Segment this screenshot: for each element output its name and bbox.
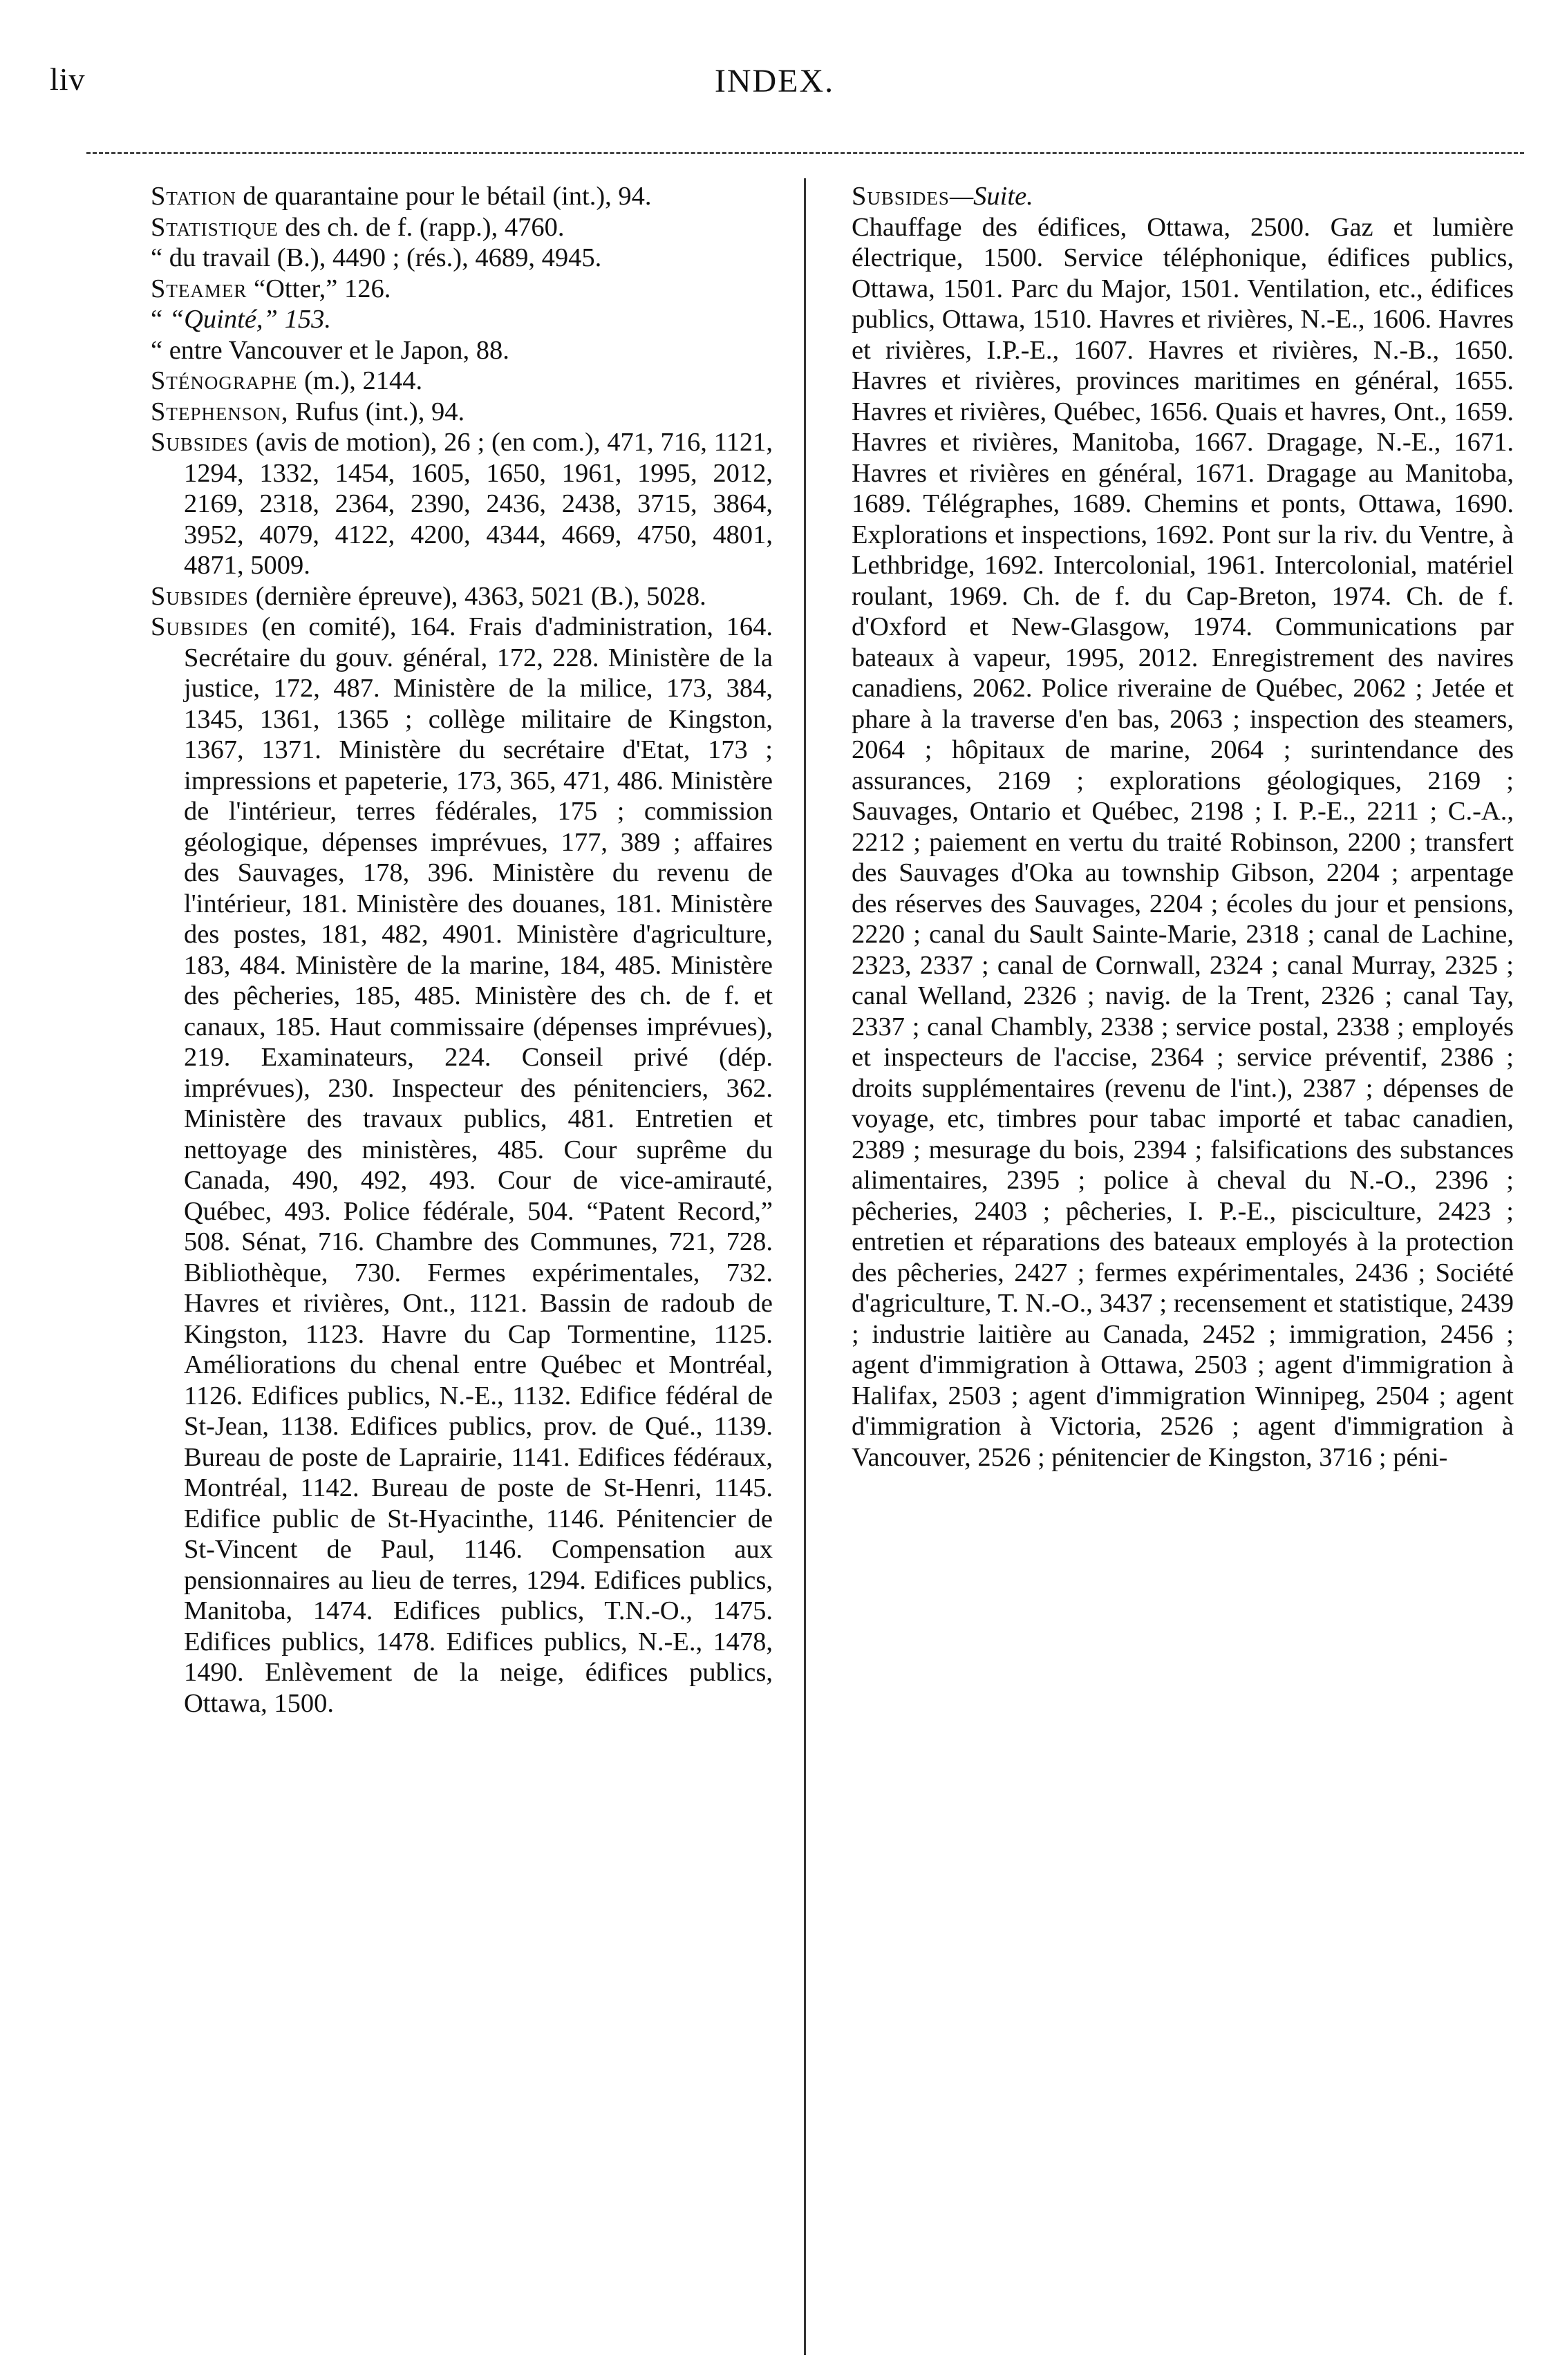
entry-heading: Steamer — [151, 274, 247, 303]
column-divider — [804, 178, 806, 2355]
ditto-mark: “ — [151, 335, 163, 365]
entry-heading: Sténographe — [151, 366, 298, 395]
entry-text: (m.), 2144. — [297, 366, 423, 395]
entry-heading: Statistique — [151, 212, 279, 242]
entry-text: Chauffage des édifices, Ottawa, 2500. Gaz et lumière électrique, 1500. Service téléphonique, édifices publics, Ottawa, 1501. Parc du Major, 1501. Ventilation, etc., édifices publics, Ottawa, 1510. Havres et rivières, N.-E., 1606. Havres et rivières, I.P.-E., 1607. Havres et rivières, N.-B., 1650. Havres et rivières, provinces maritimes en général, 1655. Havres et rivières, Québec, 1656. Quais et havres, Ont., 1659. Havres et rivières, Manitoba, 1667. Dragage, N.-E., 1671. Havres et rivières en général, 1671. Dragage au Manitoba, 1689. Télégraphes, 1689. Chemins et ponts, Ottawa, 1690. Explorations et inspections, 1692. Pont sur la riv. du Ventre, à Lethbridge, 1692. Intercolonial, 1961. Intercolonial, matériel roulant, 1969. Ch. de f. du Cap-Breton, 1974. Ch. de f. d'Oxford et New-Glasgow, 1974. Communications par bateaux à vapeur, 1995, 2012. Enregistrement des navires canadiens, 2062. Police riveraine de Québec, 2062 ; Jetée et phare à la traverse d'en bas, 2063 ; inspection des steamers, 2064 ; hôpitaux de marine, 2064 ; surintendance des assurances, 2169 ; explorations géologiques, 2169 ; Sauvages, Ontario et Québec, 2198 ; I. P.-E., 2211 ; C.-A., 2212 ; paiement en vertu du traité Robinson, 2200 ; transfert des Sauvages d'Oka au township Gibson, 2204 ; arpentage des réserves des Sauvages, 2204 ; écoles du jour et pensions, 2220 ; canal du Sault Sainte-Marie, 2318 ; canal de Lachine, 2323, 2337 ; canal de Cornwall, 2324 ; canal Murray, 2325 ; canal Welland, 2326 ; navig. de la Trent, 2326 ; canal Tay, 2337 ; canal Chambly, 2338 ; service postal, 2338 ; employés et inspecteurs de l'accise, 2364 ; service préventif, 2386 ; droits supplémentaires (revenu de l'int.), 2387 ; dépenses de voyage, etc, timbres pour tabac importé et tabac canadien, 2389 ; mesurage du bois, 2394 ; falsifications des substances alimentaires, 2395 ; police à cheval du N.-O., 2396 ; pêcheries, 2403 ; pêcheries, I. P.-E., pisciculture, 2423 ; entretien et réparations des bateaux employés à la protection des pêcheries, 2427 ; fermes expérimentales, 2436 ; Société d'agriculture, T. N.-O., 3437 ; recensement et statistique, 2439 ; industrie laitière au Canada, 2452 ; immigration, 2456 ; agent d'immigration à Ottawa, 2503 ; agent d'immigration à Halifax, 2503 ; agent d'immigration Winnipeg, 2504 ; agent d'immigration à Victoria, 2526 ; agent d'immigration à Vancouver, 2526 ; pénitencier de Kingston, 3716 ; péni- — [852, 212, 1514, 1472]
index-entry — [151, 335, 773, 366]
entry-text: (dernière épreuve), 4363, 5021 (B.), 5028. — [248, 581, 706, 611]
entry-heading: Subsides — [852, 182, 950, 211]
index-entry — [151, 274, 773, 305]
entry-text: Rufus (int.), 94. — [288, 397, 465, 426]
entry-text: (avis de motion), 26 ; (en com.), 471, 716, 1121, 1294, 1332, 1454, 1605, 1650, 1961, 1995, 2012, 2169, 2318, 2364, 2390, 2436, 2438, 3715, 3864, 3952, 4079, 4122, 4200, 4344, 4669, 4750, 4801, 4871, 5009. — [184, 428, 773, 580]
index-entry — [151, 397, 773, 428]
continued-label: —Suite. — [949, 182, 1033, 211]
ditto-mark: “ — [151, 243, 163, 272]
index-entry — [151, 181, 773, 212]
entry-heading: Subsides — [151, 428, 249, 457]
header-divider — [86, 152, 1524, 154]
entry-heading: Subsides — [151, 612, 249, 641]
entry-heading: Station — [151, 182, 236, 211]
index-entry — [151, 581, 773, 612]
entry-heading: Stephenson, — [151, 397, 289, 426]
entry-text: des ch. de f. (rapp.), 4760. — [278, 212, 565, 242]
right-column — [852, 181, 1514, 1473]
index-entry — [151, 366, 773, 397]
index-entry — [151, 212, 773, 243]
ditto-mark: “ — [151, 305, 163, 334]
entry-text: de quarantaine pour le bétail (int.), 94. — [236, 182, 652, 211]
page-title: INDEX. — [714, 63, 835, 100]
left-column — [151, 181, 773, 1719]
entry-text: “Quinté,” 153. — [162, 305, 331, 334]
index-entry — [151, 427, 773, 581]
entry-text: (en comité), 164. Frais d'administration, 164. Secrétaire du gouv. général, 172, 228. Ministère de la justice, 172, 487. Ministère de la milice, 173, 384, 1345, 1361, 1365 ; collège militaire de Kingston, 1367, 1371. Ministère du secrétaire d'Etat, 173 ; impressions et papeterie, 173, 365, 471, 486. Ministère de l'intérieur, terres fédérales, 175 ; commission géologique, dépenses imprévues, 177, 389 ; affaires des Sauvages, 178, 396. Ministère du revenu de l'intérieur, 181. Ministère des douanes, 181. Ministère des postes, 181, 482, 4901. Ministère d'agriculture, 183, 484. Ministère de la marine, 184, 485. Ministère des pêcheries, 185, 485. Ministère des ch. de f. et canaux, 185. Haut commissaire (dépenses imprévues), 219. Examinateurs, 224. Conseil privé (dép. imprévues), 230. Inspecteur des pénitenciers, 362. Ministère des travaux publics, 481. Entretien et nettoyage des ministères, 485. Cour suprême du Canada, 490, 492, 493. Cour de vice-amirauté, Québec, 493. Police fédérale, 504. “Patent Record,” 508. Sénat, 716. Chambre des Communes, 721, 728. Bibliothèque, 730. Fermes expérimentales, 732. Havres et rivières, Ont., 1121. Bassin de radoub de Kingston, 1123. Havre du Cap Tormentine, 1125. Améliorations du chenal entre Québec et Montréal, 1126. Edifices publics, N.-E., 1132. Edifice fédéral de St-Jean, 1138. Edifices publics, prov. de Qué., 1139. Bureau de poste de Laprairie, 1141. Edifices fédéraux, Montréal, 1142. Bureau de poste de St-Henri, 1145. Edifice public de St-Hyacinthe, 1146. Pénitencier de St-Vincent de Paul, 1146. Compensation aux pensionnaires au lieu de terres, 1294. Edifices publics, Manitoba, 1474. Edifices publics, T.N.-O., 1475. Edifices publics, 1478. Edifices publics, N.-E., 1478, 1490. Enlèvement de la neige, édifices publics, Ottawa, 1500. — [184, 612, 773, 1718]
entry-text: du travail (B.), 4490 ; (rés.), 4689, 4945. — [162, 243, 602, 272]
index-entry — [151, 243, 773, 274]
entry-text: “Otter,” 126. — [247, 274, 391, 303]
entry-heading: Subsides — [151, 581, 249, 611]
continued-heading — [852, 181, 1514, 212]
index-entry — [151, 304, 773, 335]
entry-text: entre Vancouver et le Japon, 88. — [162, 335, 509, 365]
page-number: liv — [50, 62, 86, 97]
index-entry — [151, 612, 773, 1719]
